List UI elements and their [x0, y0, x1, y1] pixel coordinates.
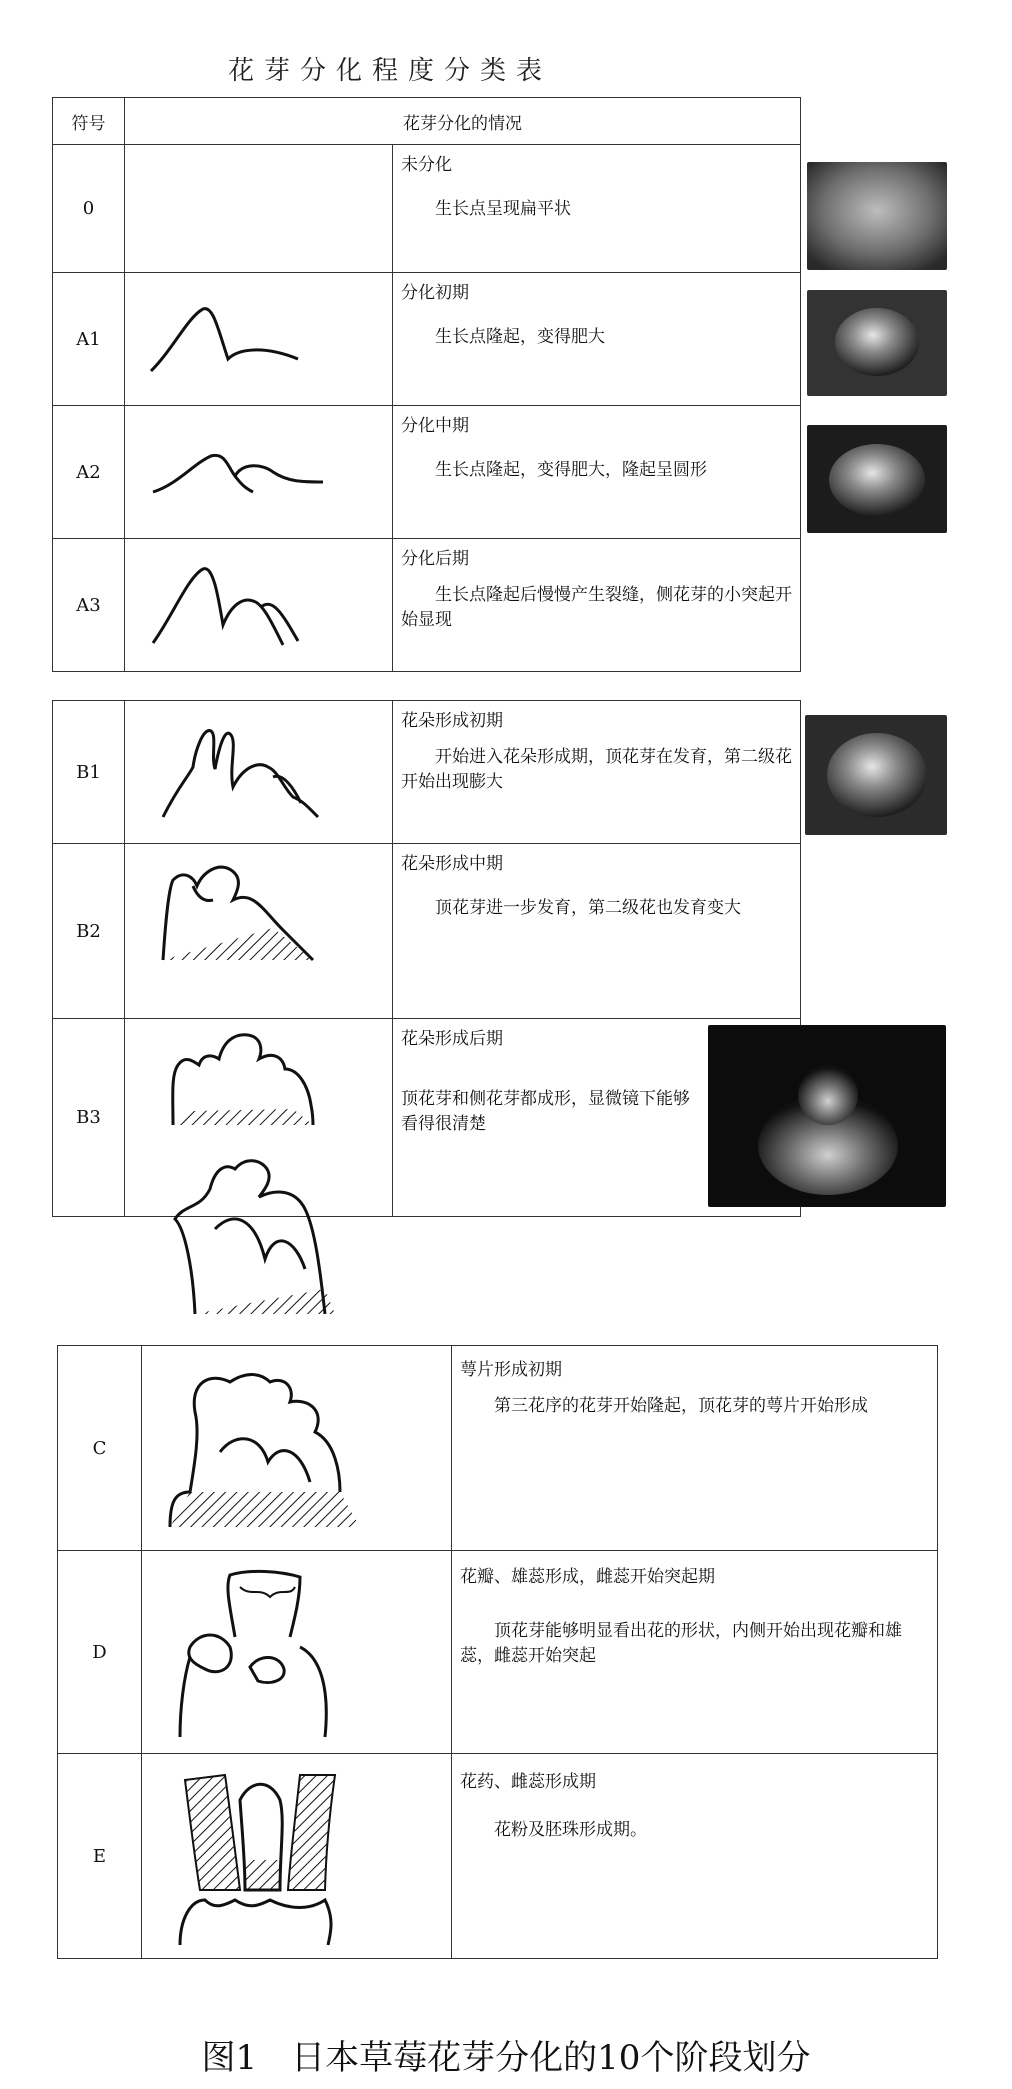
bud-sketch-c — [150, 1352, 370, 1542]
micrograph-stage-b1 — [805, 715, 947, 835]
stage-name: 花朵形成初期 — [401, 711, 503, 731]
micrograph-stage-a1 — [807, 290, 947, 396]
row-description — [393, 273, 801, 406]
stage-detail: 生长点呈现扁平状 — [435, 198, 571, 219]
table-row — [53, 844, 801, 1019]
row-symbol: 0 — [53, 145, 125, 273]
sketch-cell-c — [142, 1346, 452, 1551]
classification-table-b — [52, 700, 801, 1217]
bud-sketch-a2 — [133, 412, 333, 522]
row-symbol: B2 — [53, 844, 125, 1019]
stage-detail: 第三花序的花芽开始隆起，顶花芽的萼片开始形成 — [494, 1395, 868, 1416]
table-row — [53, 539, 801, 672]
row-description — [393, 145, 801, 273]
table-title: 花芽分化程度分类表 — [227, 56, 552, 86]
stage-detail: 顶花芽进一步发育，第二级花也发育变大 — [435, 897, 741, 918]
figure-caption: 图1 日本草莓花芽分化的10个阶段划分 — [201, 2038, 811, 2078]
table-header-row — [53, 98, 801, 145]
bud-sketch-b1 — [133, 707, 333, 832]
table-row — [53, 406, 801, 539]
stage-name: 花药、雌蕊形成期 — [460, 1772, 596, 1792]
row-description — [452, 1754, 938, 1959]
sketch-cell-a3 — [125, 539, 393, 672]
row-description — [393, 701, 801, 844]
row-symbol: B1 — [53, 701, 125, 844]
bud-sketch-a1 — [133, 279, 313, 389]
stage-name: 花朵形成后期 — [401, 1029, 503, 1049]
table-row — [58, 1551, 938, 1754]
row-symbol: D — [58, 1551, 142, 1754]
header-symbol: 符号 — [53, 98, 125, 145]
stage-detail: 顶花芽和侧花芽都成形，显微镜下能够看得很清楚 — [401, 1088, 690, 1134]
classification-table-a — [52, 97, 801, 672]
table-row — [58, 1754, 938, 1959]
stage-name: 分化初期 — [401, 283, 469, 303]
table-row — [53, 1019, 801, 1217]
sketch-cell-a2 — [125, 406, 393, 539]
stage-detail: 顶花芽能够明显看出花的形状，内侧开始出现花瓣和雄蕊，雌蕊开始突起 — [460, 1620, 902, 1666]
classification-table-c — [57, 1345, 938, 1959]
row-description — [452, 1551, 938, 1754]
sketch-cell-e — [142, 1754, 452, 1959]
row-symbol: C — [58, 1346, 142, 1551]
row-description — [393, 844, 801, 1019]
stage-detail: 生长点隆起，变得肥大 — [435, 326, 605, 347]
bud-sketch-a3 — [133, 545, 333, 660]
stage-name: 花瓣、雄蕊形成，雌蕊开始突起期 — [460, 1567, 715, 1587]
stage-detail: 花粉及胚珠形成期。 — [494, 1819, 647, 1840]
header-situation: 花芽分化的情况 — [125, 98, 801, 145]
sketch-cell-b2 — [125, 844, 393, 1019]
stage-name: 分化后期 — [401, 549, 469, 569]
stage-name: 萼片形成初期 — [460, 1360, 562, 1380]
table-row — [53, 145, 801, 273]
bud-sketch-b2 — [133, 850, 333, 1010]
sketch-cell-d — [142, 1551, 452, 1754]
sketch-cell-a1 — [125, 273, 393, 406]
row-description — [452, 1346, 938, 1551]
row-symbol: A3 — [53, 539, 125, 672]
row-description — [393, 539, 801, 672]
bud-sketch-e — [150, 1760, 370, 1950]
stage-name: 未分化 — [401, 155, 452, 175]
sketch-cell-b3 — [125, 1019, 393, 1217]
table-row — [58, 1346, 938, 1551]
bud-sketch-b3-lower — [155, 1149, 365, 1329]
stage-detail: 生长点隆起，变得肥大，隆起呈圆形 — [435, 459, 707, 480]
table-row — [53, 701, 801, 844]
micrograph-stage-0 — [807, 162, 947, 270]
micrograph-stage-a2 — [807, 425, 947, 533]
sketch-cell-0 — [125, 145, 393, 273]
micrograph-stage-b3 — [708, 1025, 946, 1207]
bud-sketch-d — [150, 1557, 370, 1747]
row-description — [393, 406, 801, 539]
table-row — [53, 273, 801, 406]
stage-name: 花朵形成中期 — [401, 854, 503, 874]
stage-detail: 开始进入花朵形成期，顶花芽在发育，第二级花开始出现膨大 — [401, 746, 792, 792]
row-symbol: A2 — [53, 406, 125, 539]
row-symbol: E — [58, 1754, 142, 1959]
stage-name: 分化中期 — [401, 416, 469, 436]
stage-detail: 生长点隆起后慢慢产生裂缝，侧花芽的小突起开始显现 — [401, 584, 792, 630]
row-symbol: B3 — [53, 1019, 125, 1217]
sketch-cell-b1 — [125, 701, 393, 844]
row-symbol: A1 — [53, 273, 125, 406]
